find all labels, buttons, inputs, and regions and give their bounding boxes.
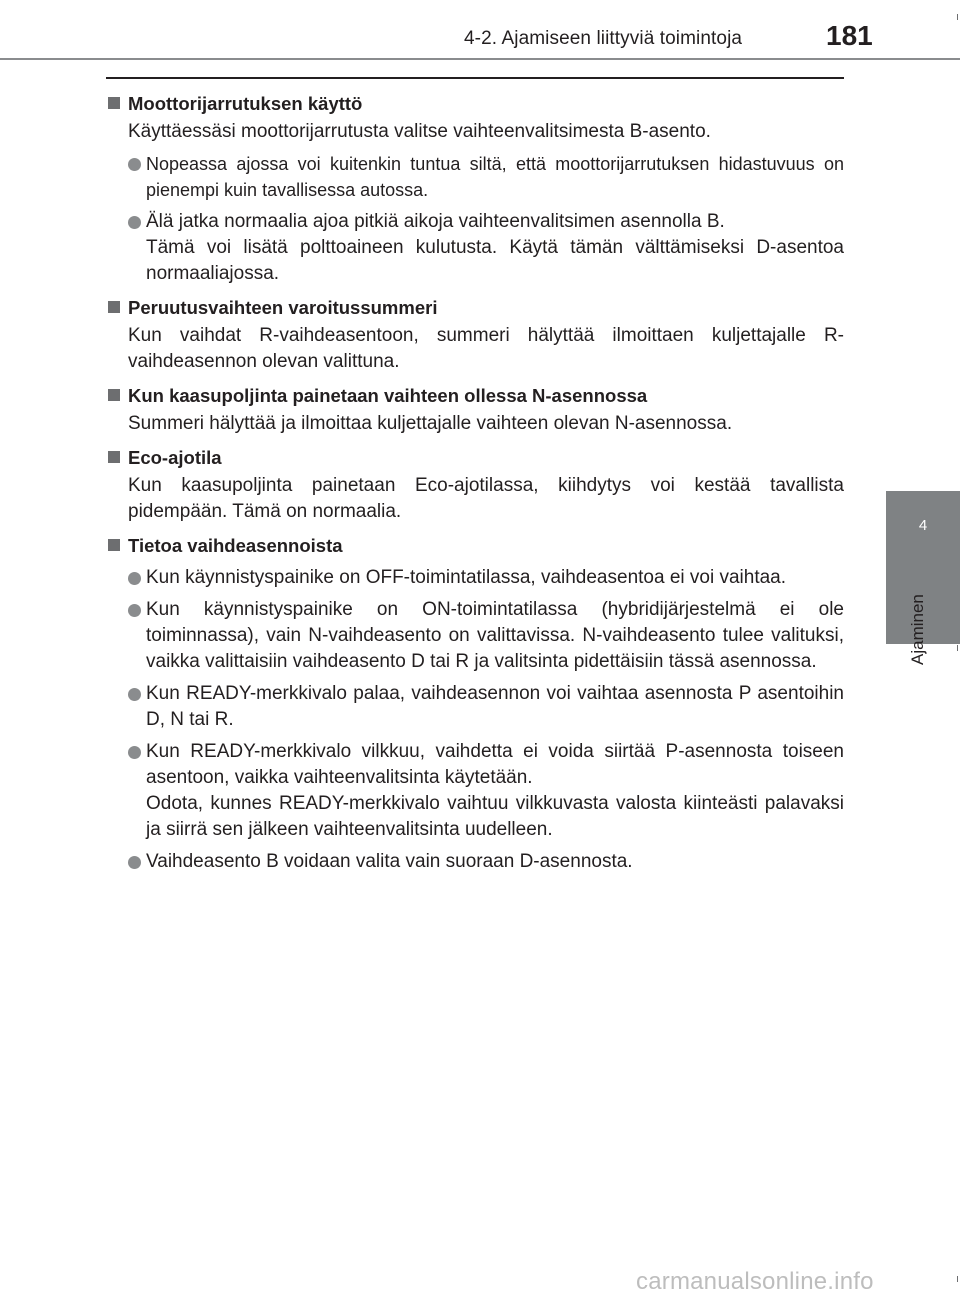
section-heading xyxy=(106,532,844,559)
section-eco-mode xyxy=(106,444,844,525)
header-divider xyxy=(0,58,960,60)
section-heading-text: Moottorijarrutuksen käyttö xyxy=(128,93,363,114)
section-heading-text: Kun kaasupoljinta painetaan vaihteen ollessa N-asennossa xyxy=(128,385,648,406)
bullet-item xyxy=(128,849,844,875)
watermark-text: carmanualsonline.info xyxy=(636,1268,874,1295)
page-content xyxy=(106,90,844,882)
chapter-label: Ajaminen xyxy=(908,594,927,665)
bullet-item xyxy=(128,739,844,843)
square-bullet-icon xyxy=(108,301,120,313)
section-title: 4-2. Ajamiseen liittyviä toimintoja xyxy=(464,28,743,49)
section-heading xyxy=(106,90,844,117)
page-number: 181 xyxy=(826,20,873,51)
crop-mark xyxy=(957,1276,958,1282)
square-bullet-icon xyxy=(108,539,120,551)
section-body: Kun vaihdat R-vaihdeasentoon, summeri hälyttää ilmoittaen kuljettajalle R-vaihdeasennon olevan valittuna. xyxy=(128,325,844,372)
page-header xyxy=(0,0,960,62)
content-divider xyxy=(106,77,844,79)
section-heading-text: Peruutusvaihteen varoitussummeri xyxy=(128,297,438,318)
crop-mark xyxy=(957,645,958,651)
bullet-item xyxy=(128,151,844,203)
bullet-text: Nopeassa ajossa voi kuitenkin tuntua siltä, että moottorijarrutuksen hidastuvuus on pienempi kuin tavallisessa autossa. xyxy=(146,154,844,200)
bullet-item xyxy=(128,597,844,675)
circle-bullet-icon xyxy=(128,604,141,617)
bullet-item xyxy=(128,681,844,733)
section-engine-braking xyxy=(106,90,844,287)
bullet-text: Vaihdeasento B voidaan valita vain suoraan D-asennosta. xyxy=(146,851,633,872)
circle-bullet-icon xyxy=(128,158,141,171)
section-heading xyxy=(106,382,844,409)
bullet-text: Kun käynnistyspainike on OFF-toimintatilassa, vaihdeasentoa ei voi vaihtaa. xyxy=(146,567,787,588)
circle-bullet-icon xyxy=(128,688,141,701)
circle-bullet-icon xyxy=(128,746,141,759)
bullet-extra-text: Odota, kunnes READY-merkkivalo vaihtuu vilkkuvasta valosta kiinteästi palavaksi ja siirrä sen jälkeen vaihteenvalitsinta uudelleen. xyxy=(146,793,844,840)
section-heading xyxy=(106,444,844,471)
square-bullet-icon xyxy=(108,389,120,401)
section-heading-text: Eco-ajotila xyxy=(128,447,222,468)
section-heading xyxy=(106,294,844,321)
bullet-text: Kun READY-merkkivalo vilkkuu, vaihdetta ei voida siirtää P-asennosta toiseen asentoon, vaikka vaihteenvalitsinta käytetään. xyxy=(146,741,844,788)
section-gear-positions xyxy=(106,532,844,875)
circle-bullet-icon xyxy=(128,216,141,229)
section-body: Kun kaasupoljinta painetaan Eco-ajotilassa, kiihdytys voi kestää tavallista pidempään. Tämä on normaalia. xyxy=(128,475,844,522)
section-reverse-buzzer xyxy=(106,294,844,375)
square-bullet-icon xyxy=(108,97,120,109)
bullet-text: Kun käynnistyspainike on ON-toimintatilassa (hybridijärjestelmä ei ole toiminnassa), vain N-vaihdeasento on valittavissa. N-vaihdeasento tulee valituksi, vaikka valittaisiin vaihdeasento D tai R ja valitsinta pidettäisiin tässä asennossa. xyxy=(146,599,844,672)
bullet-text: Älä jatka normaalia ajoa pitkiä aikoja vaihteenvalitsimen asennolla B. xyxy=(146,211,725,232)
circle-bullet-icon xyxy=(128,572,141,585)
square-bullet-icon xyxy=(108,451,120,463)
bullet-extra-text: Tämä voi lisätä polttoaineen kulutusta. Käytä tämän välttämiseksi D-asentoa normaaliajossa. xyxy=(146,237,844,284)
section-heading-text: Tietoa vaihdeasennoista xyxy=(128,535,343,556)
chapter-number: 4 xyxy=(918,517,928,534)
bullet-item xyxy=(128,209,844,287)
section-body: Summeri hälyttää ja ilmoittaa kuljettajalle vaihteen olevan N-asennossa. xyxy=(128,413,733,434)
bullet-item xyxy=(128,565,844,591)
section-body: Käyttäessäsi moottorijarrutusta valitse vaihteenvalitsimesta B-asento. xyxy=(128,121,711,142)
bullet-text: Kun READY-merkkivalo palaa, vaihdeasennon voi vaihtaa asennosta P asentoihin D, N tai R. xyxy=(146,683,844,730)
circle-bullet-icon xyxy=(128,856,141,869)
section-neutral-accelerator xyxy=(106,382,844,437)
crop-mark xyxy=(957,14,958,20)
chapter-label-container xyxy=(908,575,938,675)
